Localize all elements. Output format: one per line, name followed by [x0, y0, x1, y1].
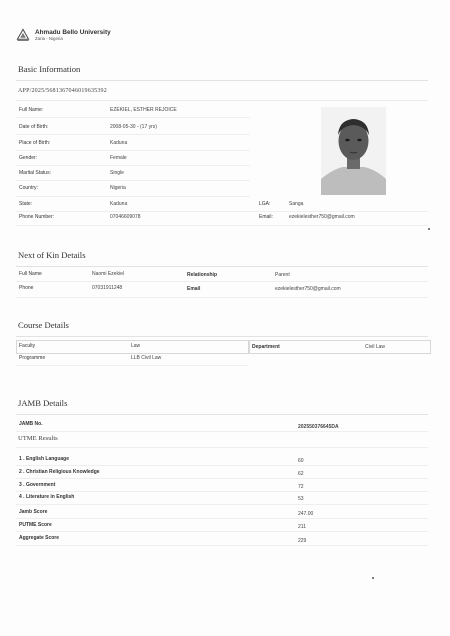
- faculty-value: Law: [131, 343, 141, 349]
- jamb-no-label: JAMB No.: [19, 421, 43, 427]
- subject-score: 60: [298, 458, 304, 464]
- aggregate-score-value: 229: [298, 538, 307, 544]
- date-of-birth-label: Date of Birth:: [19, 124, 49, 130]
- row-divider: [16, 545, 428, 546]
- state-label: State:: [19, 201, 33, 207]
- subject-score: 53: [298, 496, 304, 502]
- utme-results-title: UTME Results: [18, 435, 58, 442]
- course-details-title: Course Details: [18, 320, 69, 330]
- row-divider: [16, 225, 428, 226]
- relationship-value: Parent: [275, 272, 290, 278]
- marital-status-value: Single: [110, 170, 124, 176]
- row-divider: [16, 518, 428, 519]
- row-divider: [16, 150, 250, 151]
- scan-speck: [372, 577, 374, 579]
- putme-score-label: PUTME Score: [19, 522, 52, 528]
- full-name-label: Full Name:: [19, 107, 44, 113]
- place-of-birth-label: Place of Birth:: [19, 140, 51, 146]
- application-number: APP/2025/5681367046019635392: [18, 88, 107, 94]
- phone-number-value: 07046609078: [110, 214, 141, 220]
- row-divider: [16, 180, 250, 181]
- jamb-score-label: Jamb Score: [19, 509, 48, 515]
- row-divider: [16, 465, 428, 466]
- next-of-kin-title: Next of Kin Details: [18, 250, 86, 260]
- gender-value: Female: [110, 155, 127, 161]
- row-divider: [16, 365, 248, 366]
- university-location: Zaria - Nigeria: [35, 35, 63, 41]
- divider: [16, 80, 428, 81]
- scan-speck: [428, 228, 430, 230]
- subject-label: 4 . Literature in English: [19, 494, 75, 500]
- row-divider: [16, 478, 428, 479]
- university-logo-icon: [16, 28, 30, 42]
- row-divider: [16, 134, 250, 135]
- full-name-value: EZEKIEL, ESTHER REJOICE: [110, 107, 177, 113]
- row-divider: [16, 281, 428, 282]
- lga-label: LGA:: [259, 201, 271, 207]
- university-header: [16, 28, 111, 42]
- aggregate-score-label: Aggregate Score: [19, 535, 60, 541]
- email-value: ezekielesther750@gmail.com: [289, 214, 355, 220]
- subject-label: 1 . English Language: [19, 456, 70, 462]
- putme-score-value: 211: [298, 524, 306, 530]
- state-value: Kaduna: [110, 201, 128, 207]
- relationship-label: Relationship: [187, 272, 218, 278]
- marital-status-label: Marital Status:: [19, 170, 51, 176]
- row-divider: [16, 165, 250, 166]
- place-of-birth-value: Kaduna: [110, 140, 128, 146]
- divider: [16, 414, 428, 415]
- subject-label: 3 . Government: [19, 482, 56, 488]
- department-value: Civil Law: [365, 344, 386, 350]
- divider: [16, 266, 428, 267]
- kin-name-label: Full Name: [19, 271, 42, 277]
- subject-score: 62: [298, 471, 304, 477]
- programme-value: LLB Civil Law: [131, 355, 162, 361]
- subject-score: 72: [298, 484, 304, 490]
- passport-photo: [321, 107, 386, 195]
- kin-email-label: Email: [187, 286, 201, 292]
- divider: [16, 100, 428, 101]
- university-name: Ahmadu Bello University: [35, 28, 111, 36]
- row-divider: [16, 491, 428, 492]
- country-value: Nigeria: [110, 185, 126, 191]
- gender-label: Gender:: [19, 155, 38, 161]
- kin-email-value: ezekielesther750@gmail.com: [275, 286, 341, 292]
- jamb-score-value: 247.00: [298, 511, 314, 517]
- row-divider: [16, 117, 250, 118]
- divider: [16, 336, 428, 337]
- row-divider: [16, 531, 428, 532]
- row-divider: [16, 431, 428, 432]
- kin-phone-label: Phone: [19, 285, 34, 291]
- row-divider: [16, 211, 428, 212]
- email-label: Email:: [259, 214, 273, 220]
- kin-phone-value: 07031911248: [92, 285, 123, 291]
- phone-number-label: Phone Number:: [19, 214, 55, 220]
- kin-name-value: Naomi Ezekiel: [92, 271, 124, 277]
- jamb-no-value: 202550376645DA: [298, 424, 339, 430]
- row-divider: [16, 447, 428, 448]
- row-divider: [16, 196, 250, 197]
- basic-information-title: Basic Information: [18, 64, 81, 74]
- faculty-label: Faculty: [19, 343, 36, 349]
- row-divider: [16, 504, 428, 505]
- programme-label: Programme: [19, 355, 46, 361]
- jamb-details-title: JAMB Details: [18, 398, 68, 408]
- department-label: Department: [252, 344, 280, 350]
- date-of-birth-value: 2008-05-30 - (17 yrs): [110, 124, 157, 130]
- country-label: Country:: [19, 185, 38, 191]
- lga-value: Sanga: [289, 201, 304, 207]
- subject-label: 2 . Christian Religious Knowledge: [19, 469, 100, 475]
- row-divider: [16, 297, 428, 298]
